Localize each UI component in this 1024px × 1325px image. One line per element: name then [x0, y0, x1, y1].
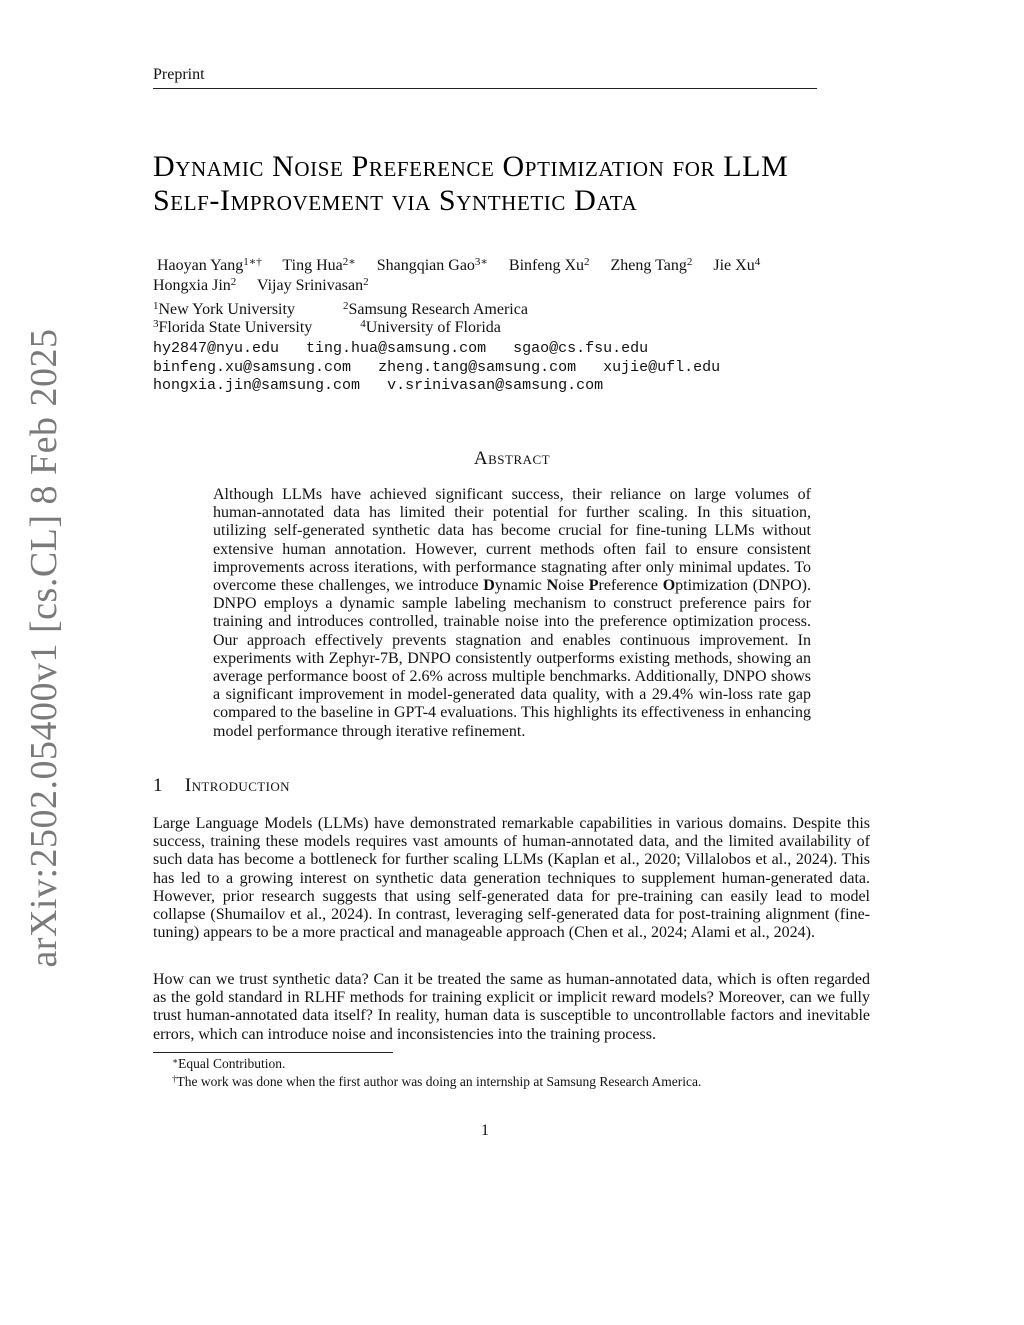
- header-rule: [153, 88, 817, 89]
- author-row-2: [153, 276, 813, 296]
- author: Jie Xu$^4$: [713, 256, 761, 274]
- intro-paragraph-1: Large Language Models (LLMs) have demonstrated remarkable capabilities in various domains. Despite this success, training these models requires vast amounts of human-annotated data, and the limited availability of such data has become a bottleneck for further scaling LLMs (Kaplan et al., 2020; Villalobos et al., 2024). This has led to a growing interest on synthetic data generation techniques to supplement human-generated data. However, prior research suggests that using self-generated data for pre-training can easily lead to model collapse (Shumailov et al., 2024). In contrast, leveraging self-generated data for post-training alignment (fine-tuning) appears to be a more practical and manageable approach (Chen et al., 2024; Alami et al., 2024).: [153, 815, 870, 942]
- running-head: Preprint: [153, 66, 205, 83]
- affiliation: $^1$New York University: [153, 300, 295, 318]
- footnote: ∗Equal Contribution.: [172, 1056, 286, 1071]
- author: Binfeng Xu$^2$: [508, 256, 590, 274]
- email-link[interactable]: v.srinivasan@samsung.com: [387, 377, 604, 394]
- email-link[interactable]: xujie@ufl.edu: [603, 358, 721, 376]
- footnote: †The work was done when the first author was doing an internship at Samsung Research America.: [172, 1074, 702, 1089]
- page-number: 1: [481, 1122, 489, 1139]
- title-line-1: Dynamic Noise Preference Optimization for LLM: [153, 150, 789, 183]
- email-list: [153, 340, 738, 396]
- affiliation-list: [153, 301, 572, 337]
- author: Zheng Tang$^2$: [610, 256, 693, 274]
- section-number: 1: [153, 775, 163, 796]
- author-list: [153, 256, 813, 296]
- abstract-heading: Abstract: [473, 448, 551, 469]
- affiliation-row-1: [153, 301, 572, 319]
- email-row-3: [153, 377, 738, 396]
- author: Vijay Srinivasan$^2$: [257, 276, 369, 294]
- email-link[interactable]: hongxia.jin@samsung.com: [153, 377, 361, 394]
- intro-paragraph-2: How can we trust synthetic data? Can it be treated the same as human-annotated data, which is often regarded as the gold standard in RLHF methods for training explicit or implicit reward models? Moreover, can we fully trust human-annotated data itself? In reality, human data is susceptible to uncontrollable factors and inevitable errors, which can introduce noise and inconsistencies into the training process.: [153, 971, 870, 1043]
- email-link[interactable]: ting.hua@samsung.com: [306, 340, 487, 357]
- abstract-text: Although LLMs have achieved significant success, their reliance on large volumes of human-annotated data has limited their potential for further scaling. In this situation, utilizing self-generated synthetic data has become crucial for fine-tuning LLMs without extensive human annotation. However, current methods often fail to ensure consistent improvements across iterations, with performance stagnating after only minimal updates. To overcome these challenges, we introduce Dynamic Noise Preference Optimization (DNPO). DNPO employs a dynamic sample labeling mechanism to construct preference pairs for training and introduces controlled, trainable noise into the preference optimization process. Our approach effectively prevents stagnation and enables continuous improvement. In experiments with Zephyr-7B, DNPO consistently outperforms existing methods, showing an average performance boost of 2.6% across multiple benchmarks. Additionally, DNPO shows a significant improvement in model-generated data quality, with a 29.4% win-loss rate gap compared to the baseline in GPT-4 evaluations. This highlights its effectiveness in enhancing model performance through iterative refinement.: [213, 486, 811, 740]
- email-link[interactable]: binfeng.xu@samsung.com: [153, 358, 352, 376]
- author: Ting Hua$^{2∗}$: [282, 256, 356, 274]
- affiliation: $^2$Samsung Research America: [342, 300, 528, 318]
- author: Hongxia Jin$^2$: [153, 276, 237, 294]
- section-title: Introduction: [184, 775, 290, 796]
- affiliation-row-2: [153, 319, 572, 337]
- affiliation: $^4$University of Florida: [360, 318, 501, 336]
- email-link[interactable]: sgao@cs.fsu.edu: [513, 340, 649, 357]
- author-row-1: [153, 256, 813, 276]
- email-link[interactable]: hy2847@nyu.edu: [153, 340, 280, 357]
- email-row-1: [153, 340, 738, 359]
- author: Shangqian Gao$^{3∗}$: [376, 256, 488, 274]
- author: Haoyan Yang$^{1∗\dagger}$: [157, 256, 262, 274]
- arxiv-stamp-text: arXiv:2502.05400v1 [cs.CL] 8 Feb 2025: [23, 328, 65, 968]
- email-link[interactable]: zheng.tang@samsung.com: [378, 358, 577, 376]
- footnotes: [172, 1055, 701, 1091]
- email-row-2: [153, 359, 738, 378]
- affiliation: $^3$Florida State University: [153, 318, 313, 336]
- section-heading-introduction: [153, 775, 290, 797]
- footnote-rule: [153, 1052, 393, 1053]
- title-line-2: Self-Improvement via Synthetic Data: [153, 184, 638, 217]
- paper-title: [153, 150, 873, 218]
